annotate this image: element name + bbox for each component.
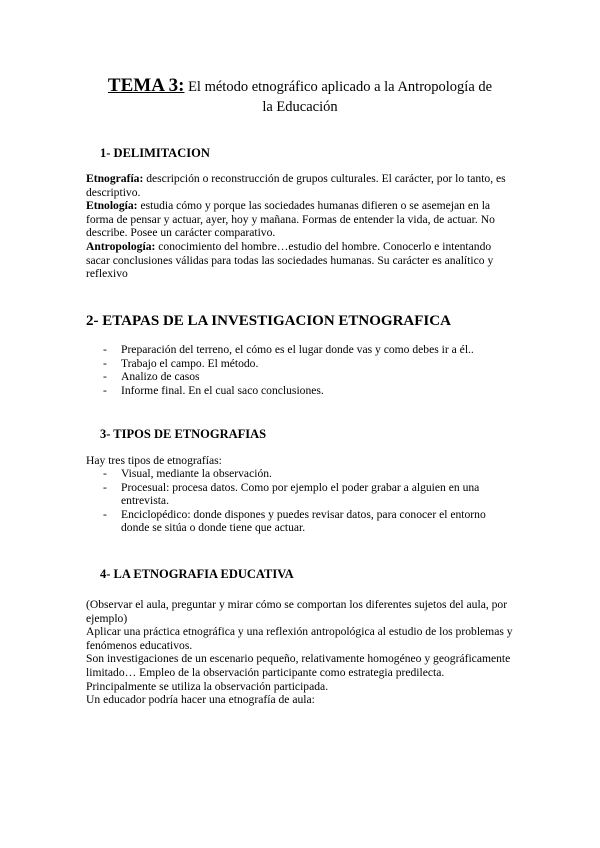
definition-text: estudia cómo y porque las sociedades humanas difieren o se asemejan en la forma de pensar y actuar, ayer, hoy y mañana. Formas de entender la vida, de actuar. No describe. Posee un carácter comparativo. <box>86 199 495 240</box>
dash-bullet: - <box>103 356 107 370</box>
list-item-text: Informe final. En el cual saco conclusiones. <box>121 383 324 397</box>
definition-etnologia <box>86 199 516 240</box>
dash-bullet: - <box>103 480 107 494</box>
list-item <box>86 508 506 535</box>
document-title <box>80 76 520 117</box>
section-4-heading: 4- LA ETNOGRAFIA EDUCATIVA <box>100 567 294 581</box>
section-3-intro: Hay tres tipos de etnografías: <box>86 454 222 467</box>
list-item-text: Preparación del terreno, el cómo es el lugar donde vas y como debes ir a él.. <box>121 343 474 356</box>
section-3-list <box>86 467 506 535</box>
list-item <box>86 343 506 357</box>
paragraph: (Observar el aula, preguntar y mirar cómo se comportan los diferentes sujetos del aula, por ejemplo) <box>86 598 508 625</box>
list-item <box>86 357 506 371</box>
section-2-heading: 2- ETAPAS DE LA INVESTIGACION ETNOGRAFICA <box>86 313 451 329</box>
list-item <box>86 467 506 481</box>
list-item-text: Enciclopédico: donde dispones y puedes revisar datos, para conocer el entorno donde se sitúa o donde tiene que actuar. <box>121 507 486 535</box>
definition-text: descripción o reconstrucción de grupos culturales. El carácter, por lo tanto, es descriptivo. <box>86 172 506 199</box>
section-1-definitions <box>86 172 516 281</box>
dash-bullet: - <box>103 507 107 521</box>
title-line2: la Educación <box>262 99 338 115</box>
section-1-heading: 1- DELIMITACION <box>100 146 210 160</box>
dash-bullet: - <box>103 467 107 480</box>
list-item-text: Analizo de casos <box>121 370 200 384</box>
list-item-text: Visual, mediante la observación. <box>121 467 272 480</box>
list-item-text: Trabajo el campo. El método. <box>121 356 259 370</box>
list-item <box>86 481 506 508</box>
term: Etnografía: <box>86 172 144 185</box>
paragraph: Un educador podría hacer una etnografía de aula: <box>86 693 315 707</box>
list-item-text: Procesual: procesa datos. Como por ejemplo el poder grabar a alguien en una entrevista. <box>121 480 480 508</box>
title-line1: El método etnográfico aplicado a la Antropología de <box>188 79 493 95</box>
paragraph: Principalmente se utiliza la observación participada. <box>86 679 329 693</box>
term: Etnología: <box>86 199 138 213</box>
definition-antropologia <box>86 240 516 281</box>
paragraph: Son investigaciones de un escenario pequeño, relativamente homogéneo y geográficamente limitado… Empleo de la observación participante como estrategia predilecta. <box>86 652 511 679</box>
dash-bullet: - <box>103 383 107 397</box>
definition-text: conocimiento del hombre…estudio del hombre. Conocerlo e intentando sacar conclusiones válidas para todas las sociedades humanas. Su carácter es analítico y reflexivo <box>86 239 494 281</box>
section-2-list <box>86 343 506 397</box>
list-item <box>86 384 506 398</box>
title-tema: TEMA 3: <box>107 75 185 96</box>
dash-bullet: - <box>103 343 107 356</box>
paragraph: Aplicar una práctica etnográfica y una reflexión antropológica al estudio de los problemas y fenómenos educativos. <box>86 625 513 652</box>
term: Antropología: <box>86 239 156 253</box>
section-3-heading: 3- TIPOS DE ETNOGRAFIAS <box>100 427 267 441</box>
definition-etnografia <box>86 172 516 199</box>
dash-bullet: - <box>103 370 107 384</box>
section-4-body <box>86 598 516 707</box>
list-item <box>86 370 506 384</box>
